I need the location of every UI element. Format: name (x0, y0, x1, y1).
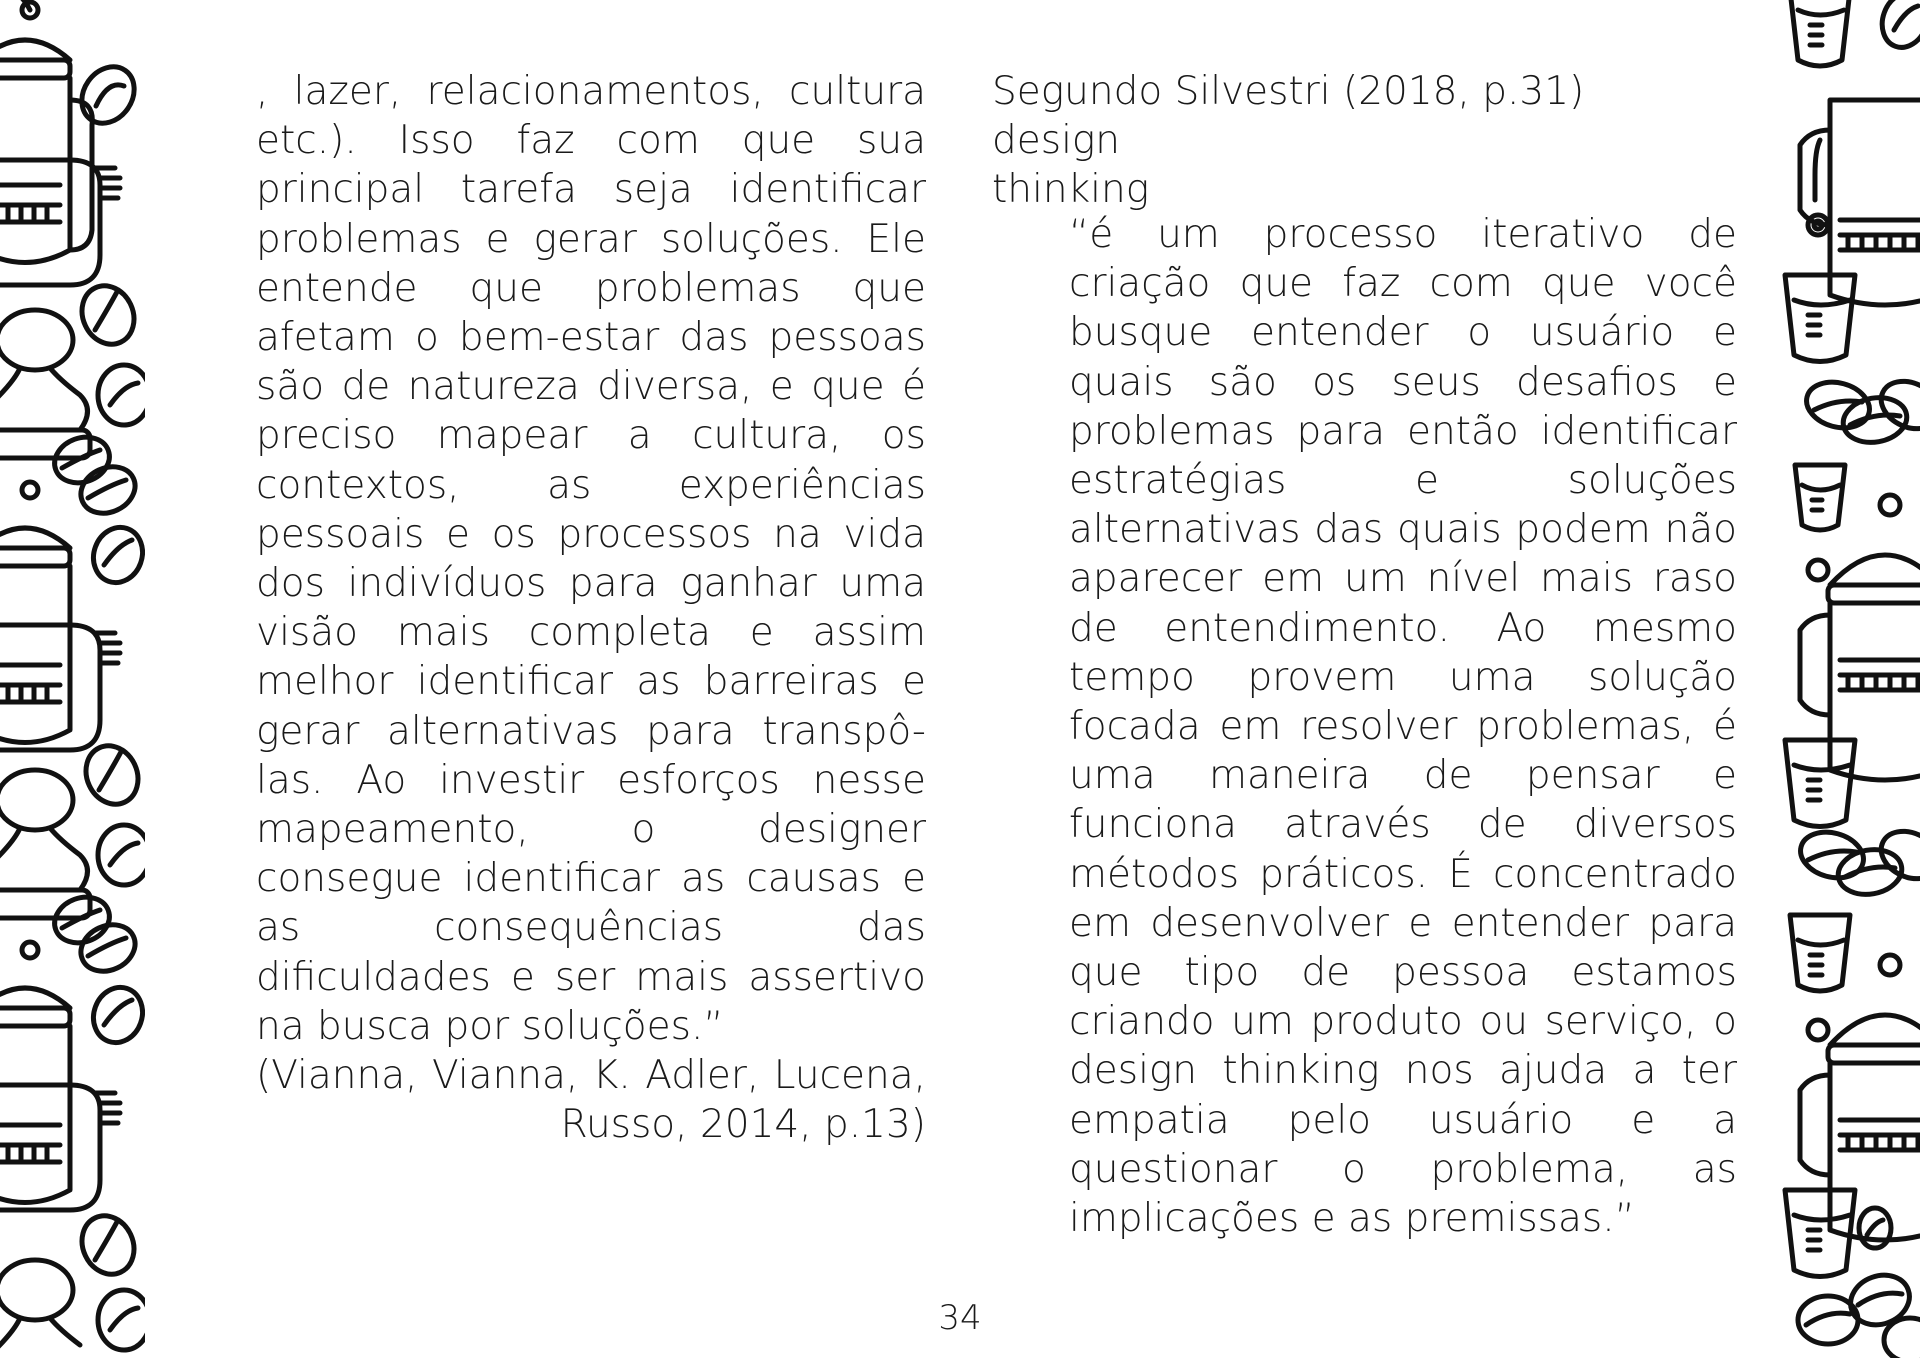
coffee-bean-icon (73, 1207, 144, 1283)
french-press-icon (0, 482, 70, 743)
left-decorative-border (0, 0, 145, 1358)
coffee-illustration-right (1770, 0, 1920, 1358)
citation: (Vianna, Vianna, K. Adler, Lucena, Russo, 2014, p.13) (256, 1053, 926, 1148)
lead-line-2: thinking (992, 167, 1150, 213)
lead-line-1: Segundo Silvestri (2018, p.31) design (992, 69, 1585, 164)
coffee-bean-icon (86, 980, 145, 1049)
coffee-bean-icon (1801, 372, 1920, 447)
coffee-bean-icon (98, 825, 145, 885)
french-press-icon (0, 0, 92, 263)
coffee-bean-icon (1795, 822, 1920, 899)
right-lead-text (992, 67, 1672, 215)
page-number: 34 (938, 1298, 982, 1338)
coffee-bean-icon (48, 890, 143, 980)
french-press-icon (1800, 955, 1920, 1240)
tamper-icon (0, 310, 90, 458)
shot-glass-icon (1785, 740, 1855, 827)
coffee-illustration-left (0, 0, 145, 1358)
french-press-icon (1800, 495, 1920, 780)
shot-glass-icon (1785, 275, 1855, 362)
quote-continuation-paragraph: , lazer, relacionamentos, cultura etc.). Isso faz com que sua principal tarefa seja identificar problemas e gerar soluções. Ele entende que problemas que afetam o bem-estar das pessoas são de natureza diversa, e que é preciso mapear a cultura, os contextos, as experiências pessoais e os processos na vida dos indivíduos para ganhar uma visão mais completa e assim melhor identificar as barreiras e gerar alternativas para transpô-las. Ao investir esforços nesse mapeamento, o designer consegue identificar as causas e as consequências das dificuldades e ser mais assertivo na busca por soluções.” (256, 69, 926, 1049)
coffee-bean-icon (1875, 0, 1920, 54)
coffee-bean-icon (73, 277, 144, 353)
shot-glass-icon (1790, 0, 1850, 66)
coffee-bean-icon (48, 430, 143, 522)
french-press-icon (0, 942, 70, 1203)
shot-glass-icon (1795, 465, 1845, 530)
right-decorative-border (1770, 0, 1920, 1358)
left-text-column (256, 67, 926, 1149)
coffee-bean-icon (71, 57, 145, 134)
shot-glass-icon (1790, 915, 1850, 991)
block-quote: “é um processo iterativo de criação que faz com que você busque entender o usuário e quais são os seus desafios e problemas para então identificar estratégias e soluções alternativas das quais podem não aparecer em um nível mais raso de entendimento. Ao mesmo tempo provem uma solução focada em resolver problemas, é uma maneira de pensar e funciona através de diversos métodos práticos. É concentrado em desenvolver e entender para que tipo de pessoa estamos criando um produto ou serviço, o design thinking nos ajuda a ter empatia pelo usuário e a questionar o problema, as implicações e as premissas.” (1069, 212, 1737, 1242)
tamper-icon (0, 770, 90, 918)
coffee-bean-icon (86, 520, 145, 589)
coffee-bean-icon (98, 365, 145, 425)
